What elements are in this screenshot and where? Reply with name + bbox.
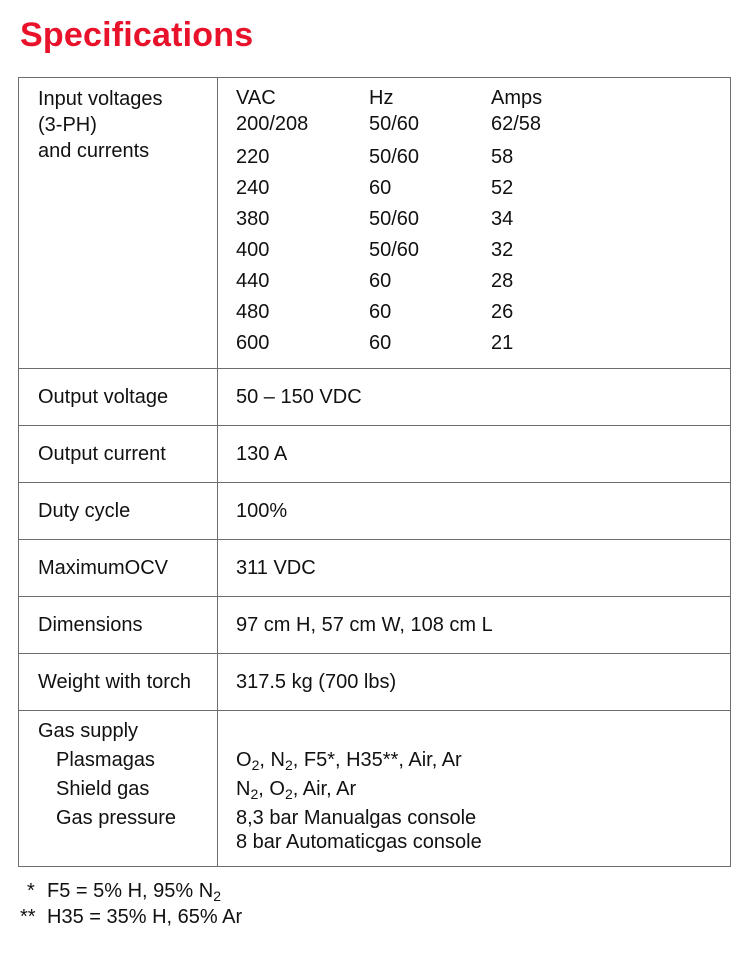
spec-value: 50 – 150 VDC bbox=[236, 385, 362, 408]
amps-cell: 62/58 bbox=[491, 113, 542, 135]
hz-cell: 60 bbox=[369, 332, 392, 354]
spec-value: 317.5 kg (700 lbs) bbox=[236, 670, 397, 693]
amps-cell: 32 bbox=[491, 239, 514, 261]
formula-separator: , bbox=[259, 749, 271, 771]
table-row-gas-supply bbox=[19, 710, 730, 866]
formula-subscript: 2 bbox=[251, 757, 260, 773]
formula-text: N bbox=[236, 778, 251, 800]
vac-cell: 220 bbox=[236, 146, 270, 168]
hz-cell: 60 bbox=[369, 301, 392, 323]
vac-cell: 200/208 bbox=[236, 113, 309, 135]
label-line: and currents bbox=[38, 140, 150, 162]
vac-cell: 380 bbox=[236, 208, 270, 230]
gas-pressure-automatic: 8 bar Automaticgas console bbox=[236, 831, 482, 853]
formula-text: N bbox=[270, 749, 285, 771]
spec-value: 311 VDC bbox=[236, 556, 316, 579]
shield-gas-value bbox=[236, 775, 730, 804]
footnotes bbox=[20, 878, 242, 930]
spec-value: 130 A bbox=[236, 442, 288, 465]
gas-supply-values bbox=[218, 711, 730, 866]
column-header-hz: Hz bbox=[369, 87, 394, 109]
table-row-maximum-ocv bbox=[19, 539, 730, 596]
formula-subscript: 2 bbox=[284, 786, 293, 802]
vac-cell: 480 bbox=[236, 301, 270, 323]
column-header-vac: VAC bbox=[236, 87, 276, 109]
plasma-gas-value bbox=[236, 746, 730, 775]
voltage-table bbox=[218, 78, 730, 368]
table-row-output-voltage bbox=[19, 368, 730, 425]
voltage-grid bbox=[236, 85, 730, 359]
hz-cell: 60 bbox=[369, 270, 392, 292]
spec-label: Output current bbox=[19, 426, 218, 482]
spec-value: 100% bbox=[236, 499, 288, 522]
gas-item-label: Shield gas bbox=[56, 778, 150, 800]
amps-cell: 34 bbox=[491, 208, 514, 230]
gas-item-label: Gas pressure bbox=[56, 807, 177, 829]
vac-cell: 400 bbox=[236, 239, 270, 261]
footnote-formula: F5 = 5% H, 95% N bbox=[47, 880, 214, 902]
table-row-dimensions bbox=[19, 596, 730, 653]
table-row-input-voltages bbox=[19, 78, 730, 368]
gas-pressure-manual: 8,3 bar Manualgas console bbox=[236, 807, 477, 829]
amps-cell: 21 bbox=[491, 332, 514, 354]
hz-cell: 50/60 bbox=[369, 239, 420, 261]
spec-label: Weight with torch bbox=[19, 654, 218, 710]
spec-value: 97 cm H, 57 cm W, 108 cm L bbox=[236, 613, 493, 636]
formula-subscript: 2 bbox=[284, 757, 293, 773]
gas-supply-label bbox=[19, 711, 218, 866]
formula-text: F5*, H35**, Air, Ar bbox=[303, 749, 462, 771]
footnote-text bbox=[47, 878, 221, 904]
vac-cell: 240 bbox=[236, 177, 270, 199]
spec-label: Duty cycle bbox=[19, 483, 218, 539]
column-header-amps: Amps bbox=[491, 87, 543, 109]
footnote-f5 bbox=[20, 878, 242, 904]
formula-text: Air, Ar bbox=[302, 778, 357, 800]
formula-text: O bbox=[236, 749, 252, 771]
gas-item-label: Plasmagas bbox=[56, 749, 155, 771]
vac-cell: 440 bbox=[236, 270, 270, 292]
table-row-weight bbox=[19, 653, 730, 710]
amps-cell: 58 bbox=[491, 146, 514, 168]
spec-label: MaximumOCV bbox=[19, 540, 218, 596]
formula-separator: , bbox=[258, 778, 270, 800]
specifications-table bbox=[18, 77, 731, 867]
spec-label: Dimensions bbox=[19, 597, 218, 653]
table-row-duty-cycle bbox=[19, 482, 730, 539]
label-line: Input voltages bbox=[38, 88, 163, 110]
formula-separator: , bbox=[292, 749, 304, 771]
hz-cell: 50/60 bbox=[369, 113, 420, 135]
hz-cell: 60 bbox=[369, 177, 392, 199]
formula-subscript: 2 bbox=[213, 888, 221, 904]
page-title: Specifications bbox=[20, 16, 254, 54]
footnote-h35 bbox=[20, 904, 242, 930]
footnote-mark: ** bbox=[20, 906, 36, 928]
footnote-mark: * bbox=[27, 880, 35, 902]
label-line: (3-PH) bbox=[38, 114, 97, 136]
spec-label: Output voltage bbox=[19, 369, 218, 425]
input-voltages-label bbox=[19, 78, 218, 368]
amps-cell: 26 bbox=[491, 301, 514, 323]
amps-cell: 52 bbox=[491, 177, 514, 199]
amps-cell: 28 bbox=[491, 270, 514, 292]
footnote-text: H35 = 35% H, 65% Ar bbox=[47, 906, 243, 928]
formula-separator: , bbox=[292, 778, 303, 800]
formula-text: O bbox=[269, 778, 285, 800]
vac-cell: 600 bbox=[236, 332, 270, 354]
table-row-output-current bbox=[19, 425, 730, 482]
hz-cell: 50/60 bbox=[369, 146, 420, 168]
gas-supply-heading: Gas supply bbox=[38, 720, 139, 742]
hz-cell: 50/60 bbox=[369, 208, 420, 230]
formula-subscript: 2 bbox=[250, 786, 259, 802]
